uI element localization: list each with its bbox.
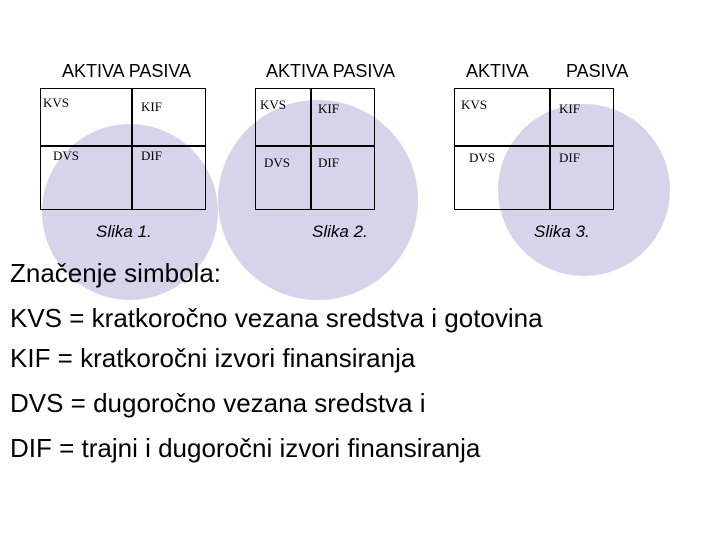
cell-dif: DIF — [559, 150, 580, 165]
figure-2-caption: Slika 2. — [312, 222, 368, 241]
cell-dif: DIF — [318, 155, 339, 170]
cell-kvs: KVS — [461, 97, 488, 112]
figure-3-header-pasiva: PASIVA — [566, 61, 629, 81]
balance-grid-1 — [40, 88, 206, 210]
cell-dvs: DVS — [469, 150, 496, 165]
legend-line-dvs: DVS = dugoročno vezana sredstva i — [10, 388, 426, 418]
balance-grid-2 — [255, 88, 375, 210]
figure-1-header: AKTIVA PASIVA — [62, 61, 192, 81]
legend-line-dif: DIF = trajni i dugoročni izvori finansiranja — [10, 433, 481, 463]
cell-dvs: DVS — [53, 148, 80, 163]
cell-kif: KIF — [559, 101, 580, 116]
cell-kif: KIF — [141, 99, 162, 114]
figure-3-header-aktiva: AKTIVA — [466, 61, 529, 81]
cell-kif: KIF — [318, 101, 339, 116]
legend-line-kif: KIF = kratkoročni izvori finansiranja — [10, 343, 416, 373]
cell-dif: DIF — [141, 148, 162, 163]
figure-2-header: AKTIVA PASIVA — [266, 61, 396, 81]
cell-dvs: DVS — [264, 155, 291, 170]
figure-3-caption: Slika 3. — [534, 222, 590, 241]
cell-kvs: KVS — [43, 95, 70, 110]
legend-title: Značenje simbola: — [10, 258, 221, 288]
figure-1-caption: Slika 1. — [96, 222, 152, 241]
cell-kvs: KVS — [260, 97, 287, 112]
balance-grid-3 — [454, 88, 614, 210]
legend-line-kvs: KVS = kratkoročno vezana sredstva i gotovina — [10, 303, 543, 333]
